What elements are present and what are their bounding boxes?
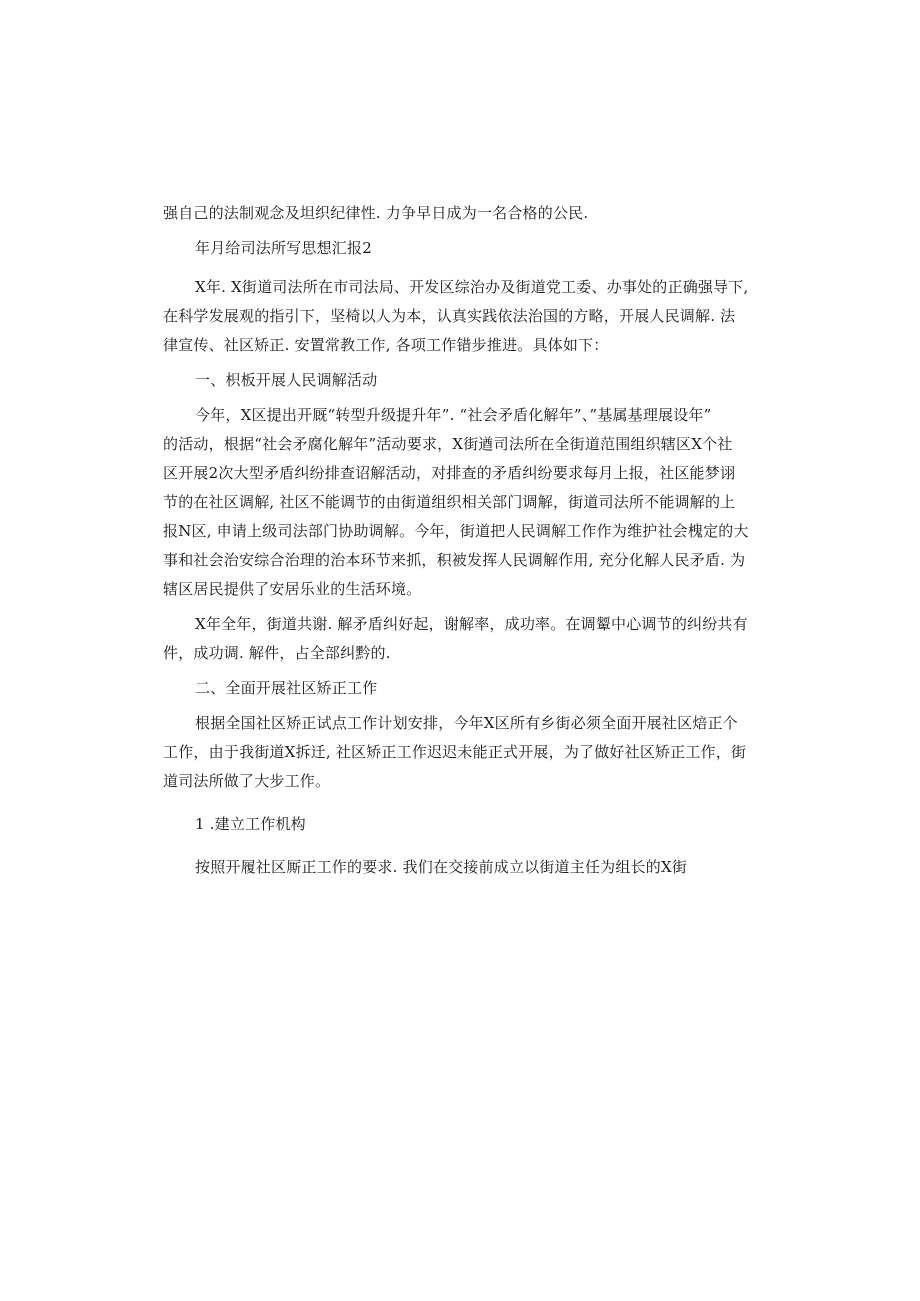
paragraph-line: 今年，X区提出开厩“转型升级提升年”. “社会矛盾化解年”、”基属基理展设年”: [195, 406, 712, 424]
paragraph-line: 的活动，根据“社会矛腐化解年”活动要求，X街遒司法所在全街道范围组织辖区X个社: [163, 435, 733, 453]
subsection-heading: 1 .建立工作机构: [195, 815, 306, 833]
paragraph-line: 根据全国社区矫正试点工作计划安排，今年X区所有乡街必须全面开展社区焙正个: [195, 714, 738, 732]
paragraph-line: 工作，由于我街道X拆迁, 社区矫正工作迟迟未能正式开展，为了做好社区矫正工作，街: [163, 743, 747, 761]
document-body: [163, 199, 753, 882]
paragraph-line: 按照开履社区厮正工作的要求. 我们在交接前成立以街道主任为组长的X街: [195, 858, 688, 876]
paragraph-line: 事和社会治安综合治理的治本环节来抓，积被发挥人民调解作用, 充分化解人民矛盾. 为: [163, 551, 746, 569]
paragraph-line: 道司法所做了大步工作。: [163, 772, 331, 790]
paragraph-line: 区开展2次大型矛盾纠纷排查诏解活动，对排查的矛盾纠纷要求每月上报，社区能梦诩: [163, 464, 736, 482]
paragraph-line: X年全年，街道共谢. 解矛盾纠好起，谢解率，成功率。在调颦中心调节的纠纷共有: [195, 615, 748, 633]
document-title: 年月给司法所写思想汇报2: [195, 239, 372, 257]
paragraph-line: X年. X街道司法所在市司法局、开发区综治办及街道党工委、办事处的正确强导下,: [195, 278, 749, 296]
paragraph-line: 律宣传、社区矫正. 安置常教工作, 各项工作错步推进。具体如下：: [163, 336, 609, 354]
section-heading: 二、全面开展社区矫正工作: [195, 679, 378, 697]
paragraph-line: 辖区居民提供了安居乐业的生活环境。: [163, 580, 422, 598]
paragraph-line: 件，成功调. 解件，占全部纠黔的.: [163, 644, 391, 662]
paragraph-line: 强自己的法制观念及坦织纪律性. 力争早日成为一名合格的公民.: [163, 204, 589, 222]
paragraph-line: 在科学发展观的指引下，坚椅以人为本，认真实践依法治国的方略，开展人民调解. 法: [163, 307, 736, 325]
section-heading: 一、枳板开展人民调解活动: [195, 371, 378, 389]
paragraph-line: 报N区, 申请上级司法部门协助调解。今年，街道把人民调解工作作为维护社会槐定的大: [163, 522, 749, 540]
paragraph-line: 节的在社区调解, 社区不能调节的由街道组织相关部门调解，街道司法所不能调解的上: [163, 493, 736, 511]
